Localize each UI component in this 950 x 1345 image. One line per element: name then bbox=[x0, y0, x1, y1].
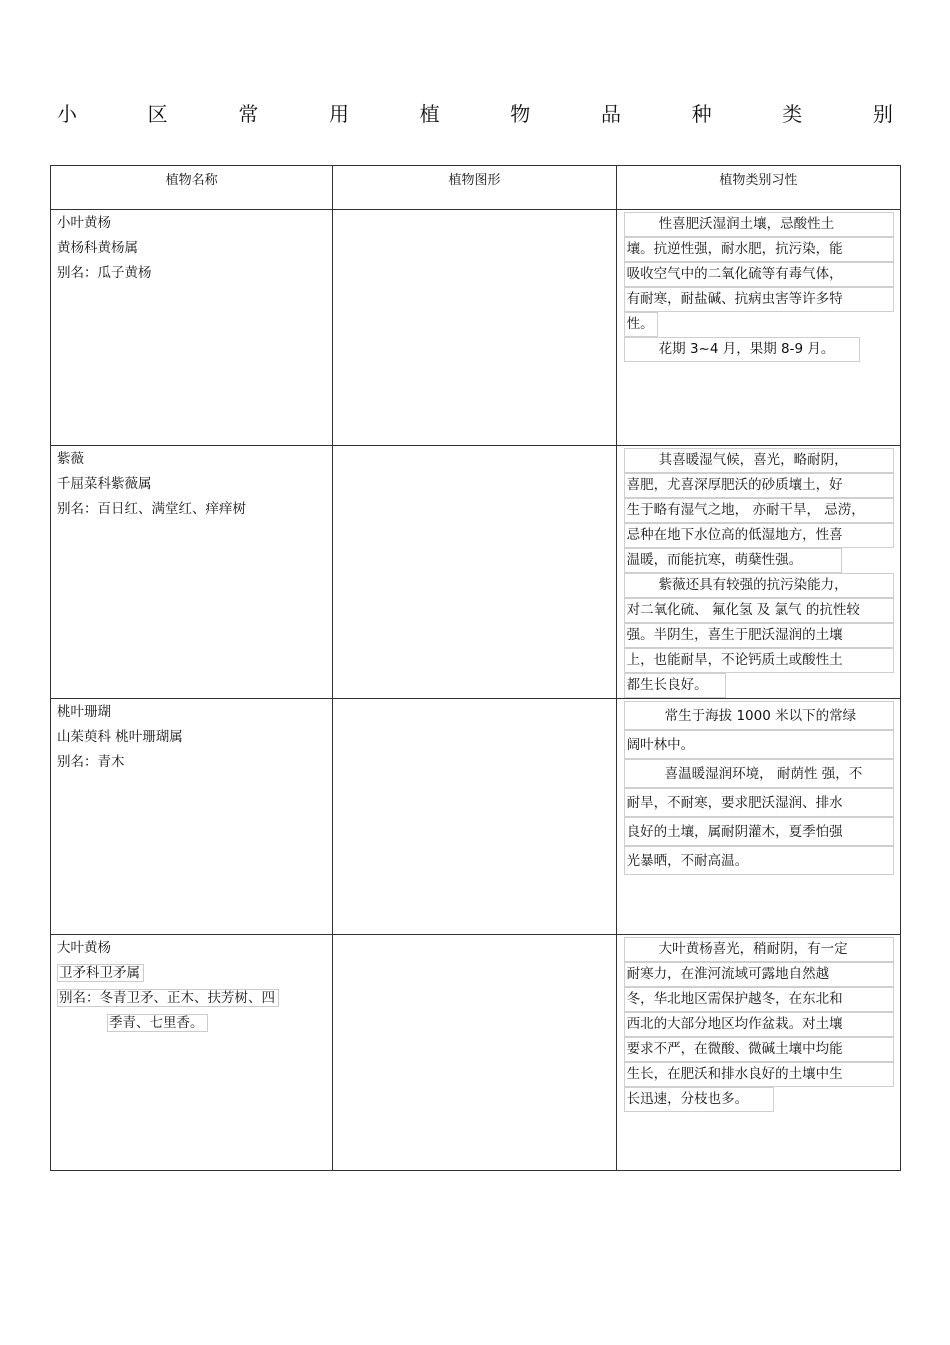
plant-alias-continued: 季青、七里香。 bbox=[107, 1014, 208, 1032]
habit-line: 阔叶林中。 bbox=[624, 730, 894, 759]
habit-line: 壤。抗逆性强，耐水肥，抗污染，能 bbox=[624, 237, 894, 262]
habit-line: 强。半阴生，喜生于肥沃湿润的土壤 bbox=[624, 623, 894, 648]
habit-line: 性。 bbox=[624, 312, 658, 337]
plant-family: 千屈菜科紫薇属 bbox=[57, 476, 152, 492]
habit-line: 花期 3~4 月，果期 8-9 月。 bbox=[624, 337, 860, 362]
title-char: 品 bbox=[600, 102, 621, 126]
habit-line: 耐寒力，在淮河流域可露地自然越 bbox=[624, 962, 894, 987]
habit-line: 生于略有湿气之地， 亦耐干旱， 忌涝， bbox=[624, 498, 894, 523]
habit-line: 生长，在肥沃和排水良好的土壤中生 bbox=[624, 1062, 894, 1087]
plant-image-cell bbox=[333, 935, 616, 1171]
plant-alias-cont-wrap bbox=[57, 1012, 332, 1037]
plant-habit-cell bbox=[616, 935, 900, 1171]
title-char: 常 bbox=[238, 102, 259, 126]
habit-line: 冬，华北地区需保护越冬，在东北和 bbox=[624, 987, 894, 1012]
plant-alias-wrap bbox=[57, 987, 332, 1012]
habit-line: 紫薇还具有较强的抗污染能力， bbox=[624, 573, 894, 598]
plant-family: 黄杨科黄杨属 bbox=[57, 240, 138, 256]
habit-line: 有耐寒，耐盐碱、抗病虫害等许多特 bbox=[624, 287, 894, 312]
title-char: 类 bbox=[782, 102, 803, 126]
header-plant-name bbox=[51, 166, 333, 210]
habit-line: 吸收空气中的二氧化硫等有毒气体， bbox=[624, 262, 894, 287]
plant-habit-cell bbox=[616, 699, 900, 935]
habit-line: 良好的土壤，属耐阴灌木，夏季怕强 bbox=[624, 817, 894, 846]
plant-name: 紫薇 bbox=[57, 451, 84, 467]
habit-line: 长迅速，分枝也多。 bbox=[624, 1087, 774, 1112]
plant-name-cell bbox=[51, 446, 333, 699]
habit-line: 大叶黄杨喜光，稍耐阴，有一定 bbox=[624, 937, 894, 962]
habit-line: 常生于海拔 1000 米以下的常绿 bbox=[624, 701, 894, 730]
plant-image-cell bbox=[333, 699, 616, 935]
plant-family-wrap bbox=[57, 962, 332, 987]
table-row bbox=[51, 210, 901, 446]
header-plant-habit-label: 植物类别习性 bbox=[719, 173, 798, 188]
title-char: 用 bbox=[328, 102, 349, 126]
document-title bbox=[57, 98, 893, 128]
habit-line: 喜肥，尤喜深厚肥沃的砂质壤土，好 bbox=[624, 473, 894, 498]
plant-table bbox=[50, 165, 901, 1171]
habit-line: 其喜暖湿气候，喜光，略耐阴， bbox=[624, 448, 894, 473]
plant-image-cell bbox=[333, 446, 616, 699]
title-char: 别 bbox=[872, 102, 893, 126]
table-row bbox=[51, 699, 901, 935]
table-row bbox=[51, 935, 901, 1171]
title-char: 小 bbox=[57, 102, 77, 126]
title-char: 区 bbox=[147, 102, 168, 126]
habit-line: 温暖，而能抗寒，萌蘖性强。 bbox=[624, 548, 842, 573]
plant-alias: 别名：百日红、满堂红、痒痒树 bbox=[57, 501, 246, 517]
habit-line: 要求不严，在微酸、微碱土壤中均能 bbox=[624, 1037, 894, 1062]
habit-line: 喜温暖湿润环境， 耐荫性 强，不 bbox=[624, 759, 894, 788]
habit-line: 上，也能耐旱，不论钙质土或酸性土 bbox=[624, 648, 894, 673]
plant-habit-cell bbox=[616, 210, 900, 446]
plant-alias: 别名：瓜子黄杨 bbox=[57, 265, 152, 281]
title-char: 物 bbox=[510, 102, 531, 126]
plant-family: 卫矛科卫矛属 bbox=[57, 964, 144, 982]
plant-name: 小叶黄杨 bbox=[57, 215, 111, 231]
habit-line: 耐旱，不耐寒，要求肥沃湿润、排水 bbox=[624, 788, 894, 817]
table-header-row bbox=[51, 166, 901, 210]
plant-family: 山茱萸科 桃叶珊瑚属 bbox=[57, 729, 183, 745]
header-plant-image bbox=[333, 166, 616, 210]
plant-name-cell bbox=[51, 210, 333, 446]
table-row bbox=[51, 446, 901, 699]
plant-alias: 别名：青木 bbox=[57, 754, 125, 770]
plant-name: 大叶黄杨 bbox=[57, 940, 111, 956]
plant-habit-cell bbox=[616, 446, 900, 699]
plant-name-cell bbox=[51, 699, 333, 935]
habit-line: 性喜肥沃湿润土壤，忌酸性土 bbox=[624, 212, 894, 237]
plant-image-cell bbox=[333, 210, 616, 446]
habit-line: 对二氧化硫、 氟化氢 及 氯气 的抗性较 bbox=[624, 598, 894, 623]
title-char: 种 bbox=[691, 102, 712, 126]
habit-line: 忌种在地下水位高的低湿地方，性喜 bbox=[624, 523, 894, 548]
header-plant-habit bbox=[616, 166, 900, 210]
header-plant-image-label: 植物图形 bbox=[448, 173, 501, 188]
habit-line: 光暴晒，不耐高温。 bbox=[624, 846, 894, 875]
habit-line: 西北的大部分地区均作盆栽。对土壤 bbox=[624, 1012, 894, 1037]
plant-name: 桃叶珊瑚 bbox=[57, 704, 111, 720]
header-plant-name-label: 植物名称 bbox=[165, 173, 218, 188]
title-char: 植 bbox=[419, 102, 440, 126]
plant-alias: 别名：冬青卫矛、正木、扶芳树、四 bbox=[57, 989, 279, 1007]
habit-line: 都生长良好。 bbox=[624, 673, 726, 698]
plant-name-cell bbox=[51, 935, 333, 1171]
